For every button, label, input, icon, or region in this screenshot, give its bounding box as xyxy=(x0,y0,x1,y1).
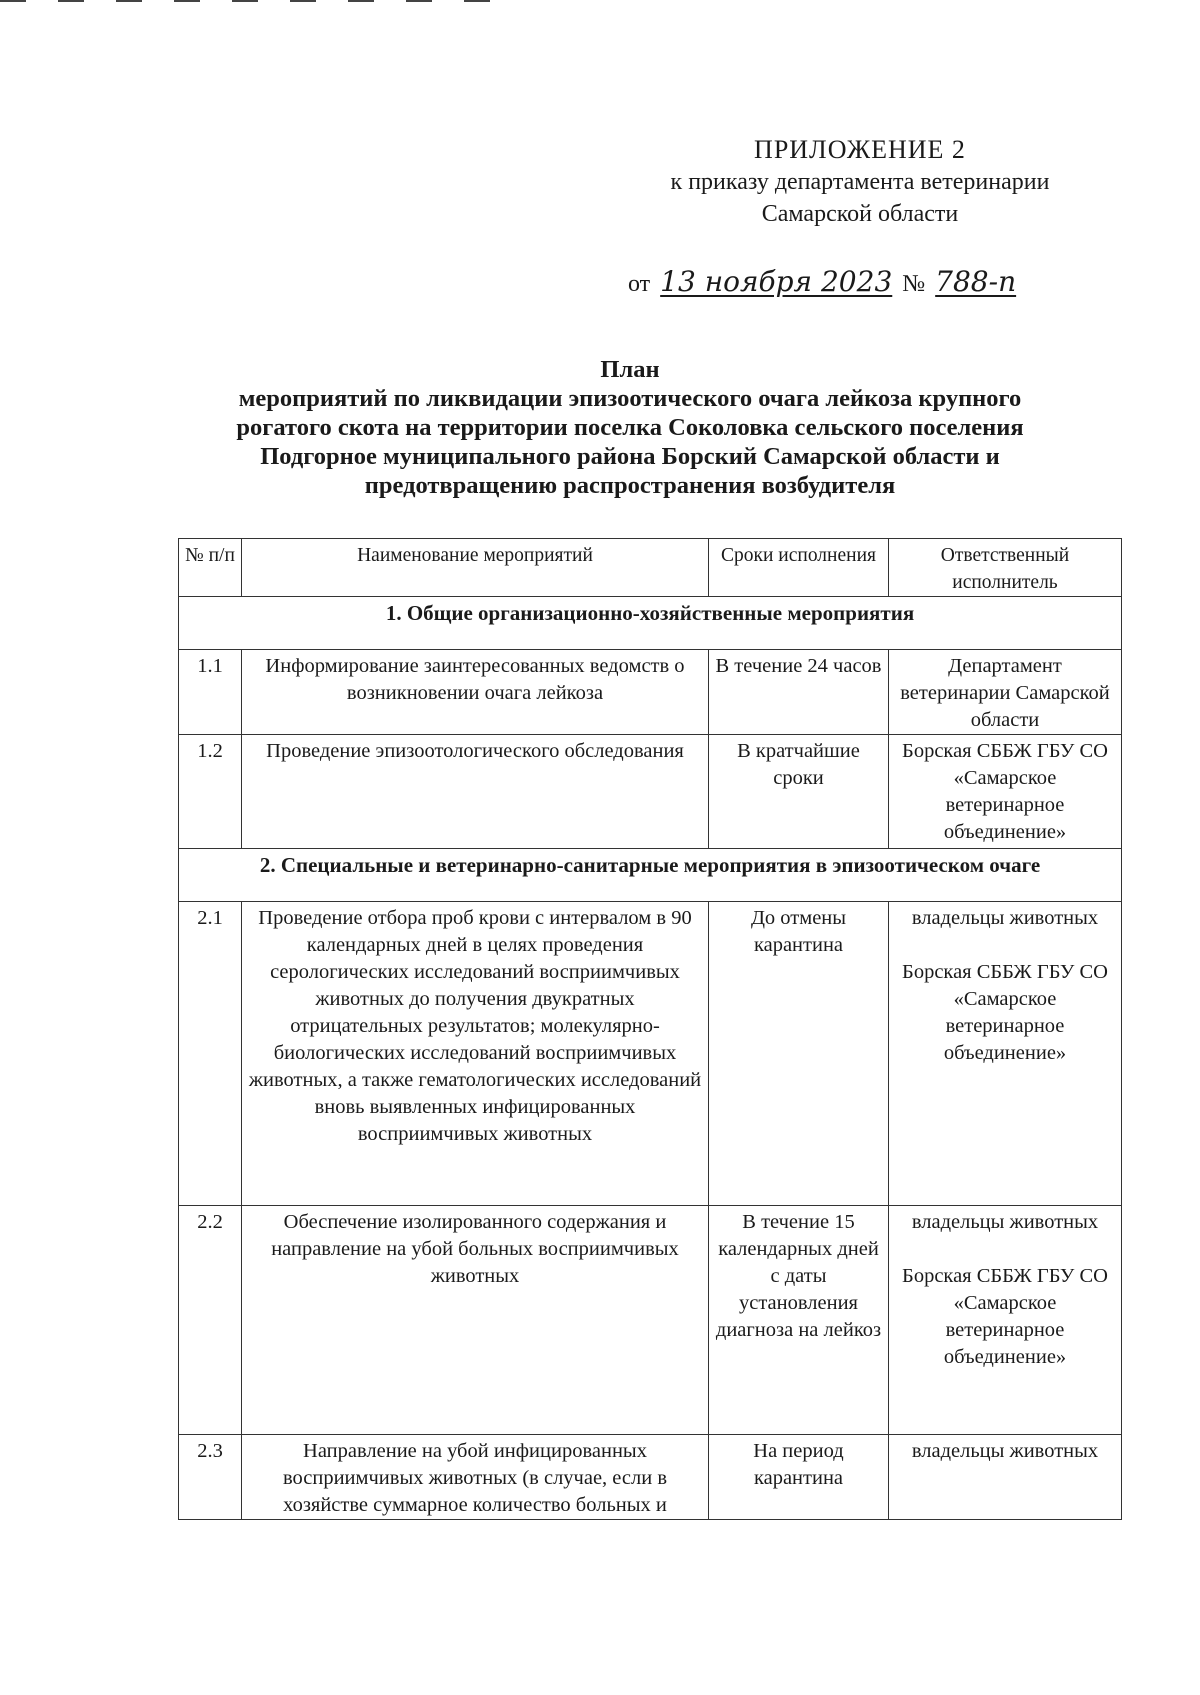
annex-line-2: Самарской области xyxy=(761,201,959,227)
row-num: 2.1 xyxy=(179,902,242,1206)
row-resp: Департамент ветеринарии Самарской области xyxy=(889,650,1122,735)
header-num: № п/п xyxy=(179,539,242,597)
order-date: 13 ноября 2023 xyxy=(660,265,893,298)
title-line-5: предотвращению распространения возбудителя xyxy=(364,472,896,499)
plan-table xyxy=(178,538,1122,1520)
title-line-2: мероприятий по ликвидации эпизоотического очага лейкоза крупного xyxy=(238,385,1022,412)
row-num: 1.2 xyxy=(179,735,242,849)
row-term: До отмены карантина xyxy=(709,902,889,1206)
order-number: 788-п xyxy=(935,265,1017,298)
table-row xyxy=(179,735,1122,849)
header-term: Сроки исполнения xyxy=(709,539,889,597)
row-name: Направление на убой инфицированных восприимчивых животных (в случае, если в хозяйстве суммарное количество больных и xyxy=(242,1435,709,1520)
header-resp: Ответственный исполнитель xyxy=(889,539,1122,597)
row-num: 2.2 xyxy=(179,1206,242,1435)
row-resp-owner: владельцы животных xyxy=(911,907,1099,929)
order-number-sign: № xyxy=(902,271,926,297)
row-term: В течение 15 календарных дней с даты установления диагноза на лейкоз xyxy=(709,1206,889,1435)
row-num: 2.3 xyxy=(179,1435,242,1520)
table-row xyxy=(179,650,1122,735)
row-name: Проведение эпизоотологического обследования xyxy=(242,735,709,849)
row-term: На период карантина xyxy=(709,1435,889,1520)
table-row xyxy=(179,1435,1122,1520)
row-resp-org: Борская СББЖ ГБУ СО «Самарское ветеринарное объединение» xyxy=(902,1265,1108,1368)
row-term: В кратчайшие сроки xyxy=(709,735,889,849)
section-row-1 xyxy=(179,597,1122,650)
row-name: Проведение отбора проб крови с интервалом в 90 календарных дней в целях проведения серологических исследований восприимчивых животных до получения двукратных отрицательных результатов; молекулярно-биологических исследований восприимчивых животных, а также гематологических исследований вновь выявленных инфицированных восприимчивых животных xyxy=(242,902,709,1206)
table-header-row xyxy=(179,539,1122,597)
order-line xyxy=(628,265,1020,298)
order-prefix: от xyxy=(628,271,651,297)
row-resp xyxy=(889,1435,1122,1520)
row-name: Обеспечение изолированного содержания и направление на убой больных восприимчивых животных xyxy=(242,1206,709,1435)
row-num: 1.1 xyxy=(179,650,242,735)
section-title: 1. Общие организационно-хозяйственные мероприятия xyxy=(179,597,1122,650)
title-line-4: Подгорное муниципального района Борский Самарской области и xyxy=(260,443,1000,470)
section-title: 2. Специальные и ветеринарно-санитарные мероприятия в эпизоотическом очаге xyxy=(179,849,1122,902)
table-row xyxy=(179,902,1122,1206)
annex-heading: ПРИЛОЖЕНИЕ 2 xyxy=(754,135,966,164)
annex-block xyxy=(600,134,1120,230)
row-name: Информирование заинтересованных ведомств о возникновении очага лейкоза xyxy=(242,650,709,735)
row-resp-owner: владельцы животных xyxy=(911,1440,1099,1462)
title-line-1: План xyxy=(600,356,660,383)
row-resp xyxy=(889,902,1122,1206)
annex-line-1: к приказу департамента ветеринарии xyxy=(670,169,1050,195)
row-resp xyxy=(889,1206,1122,1435)
header-name: Наименование мероприятий xyxy=(242,539,709,597)
scan-top-dashes xyxy=(0,0,540,4)
row-resp-owner: владельцы животных xyxy=(911,1211,1099,1233)
document-title xyxy=(160,355,1100,500)
section-row-2 xyxy=(179,849,1122,902)
row-term: В течение 24 часов xyxy=(709,650,889,735)
table-row xyxy=(179,1206,1122,1435)
row-resp: Борская СББЖ ГБУ СО «Самарское ветеринарное объединение» xyxy=(889,735,1122,849)
row-resp-org: Борская СББЖ ГБУ СО «Самарское ветеринарное объединение» xyxy=(902,961,1108,1064)
title-line-3: рогатого скота на территории поселка Соколовка сельского поселения xyxy=(236,414,1024,441)
